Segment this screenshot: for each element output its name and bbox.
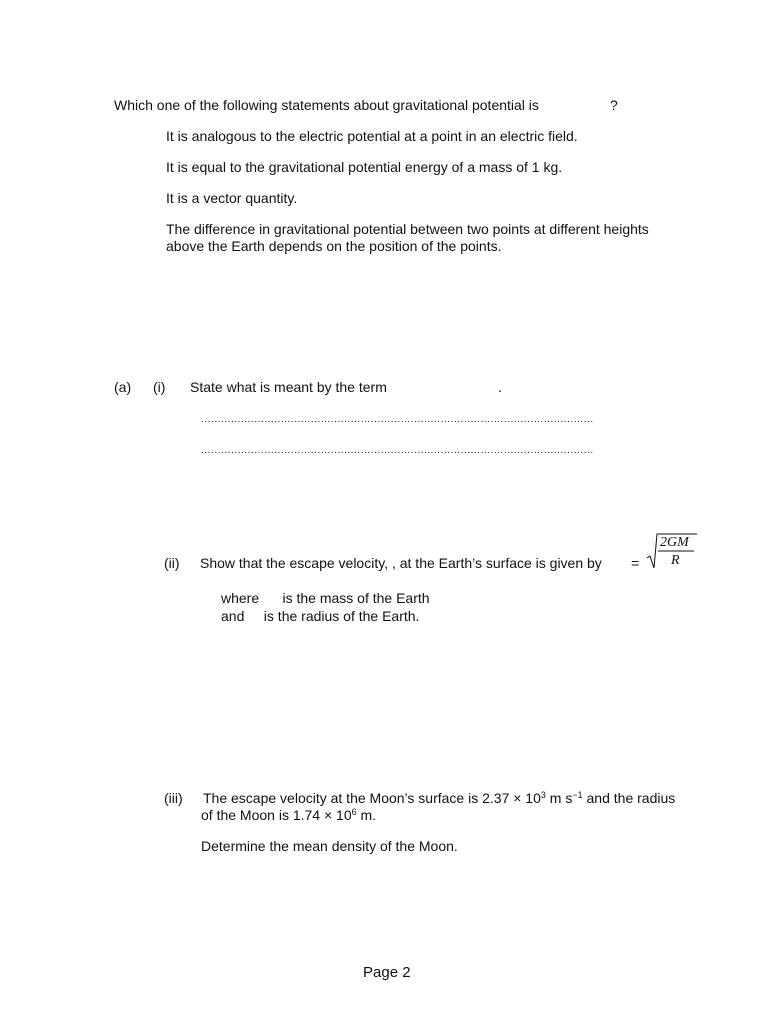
option-3: It is a vector quantity. <box>166 190 298 206</box>
part-i-label: (i) <box>153 379 166 395</box>
option-2: It is equal to the gravitational potential energy of a mass of 1 kg. <box>166 159 563 175</box>
question-stem: Which one of the following statements about gravitational potential is <box>114 97 539 113</box>
part-iii-task: Determine the mean density of the Moon. <box>201 838 458 854</box>
answer-line-1: ...................................................................................................................... <box>201 414 594 425</box>
question-stem-end: ? <box>610 97 618 113</box>
part-a-label: (a) <box>114 379 132 395</box>
option-1: It is analogous to the electric potential at a point in an electric field. <box>166 128 578 144</box>
formula-denominator: R <box>671 553 680 568</box>
part-ii-label: (ii) <box>164 555 180 571</box>
where-line: where is the mass of the Earth <box>221 590 430 606</box>
formula-numerator: 2GM <box>660 535 689 550</box>
page-number: Page 2 <box>363 964 411 981</box>
equals-sign: = <box>631 555 640 571</box>
part-iii-label: (iii) <box>164 790 183 806</box>
escape-velocity-formula <box>646 530 698 572</box>
answer-line-2: ...................................................................................................................... <box>201 445 594 456</box>
part-iii-line-1: The escape velocity at the Moon’s surface is $2.37 \times 10^3$ m $s^{-1}$ and the radius <box>203 790 676 806</box>
option-4-line-1: The difference in gravitational potential between two points at different heights <box>166 221 649 237</box>
part-iii-line-2: of the Moon is $1.74 \times 10^6$ m. <box>201 807 377 823</box>
part-i-end: . <box>498 379 502 395</box>
part-i-text: State what is meant by the term <box>190 379 387 395</box>
part-ii-text: Show that the escape velocity, , at the Earth’s surface is given by <box>200 555 602 571</box>
option-4-line-2: above the Earth depends on the position of the points. <box>166 238 502 254</box>
and-line: and is the radius of the Earth. <box>221 608 420 624</box>
